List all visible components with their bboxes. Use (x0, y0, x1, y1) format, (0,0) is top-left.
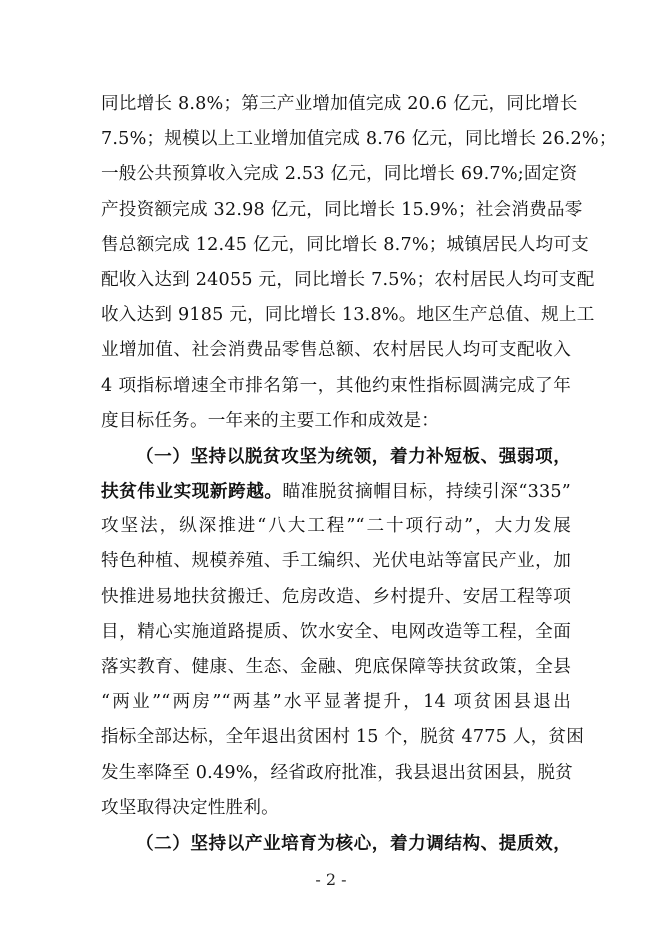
text-line: 4 项指标增速全市排名第一，其他约束性指标圆满完成了年 (101, 375, 571, 396)
text-line: 同比增长 8.8%；第三产业增加值完成 20.6 亿元，同比增长 (101, 94, 578, 114)
text-line: 业增加值、社会消费品零售总额、农村居民人均可支配收入 (101, 340, 571, 361)
text-line: “两业”“两房”“两基”水平显著提升，14 项贫困县退出 (101, 692, 571, 713)
text-line: 指标全部达标，全年退出贫困村 15 个，脱贫 4775 人，贫困 (101, 727, 584, 748)
text-span: 瞄准脱贫摘帽目标，持续引深“335” (282, 482, 572, 503)
section-heading: （二）坚持以产业培育为核心，着力调结构、提质效， (136, 832, 571, 854)
text-line: 度目标任务。一年来的主要工作和成效是： (101, 410, 440, 431)
document-body (101, 87, 617, 861)
section-heading: （一）坚持以脱贫攻坚为统领，着力补短板、强弱项， (136, 445, 571, 467)
text-line: 售总额完成 12.45 亿元，同比增长 8.7%；城镇居民人均可支 (101, 234, 589, 255)
text-line: 攻坚法，纵深推进“八大工程”“二十项行动”，大力发展 (101, 516, 571, 537)
text-line: 收入达到 9185 元，同比增长 13.8%。地区生产总值、规上工 (101, 305, 595, 326)
section-industry-cultivation (101, 826, 571, 861)
text-line: 7.5%；规模以上工业增加值完成 8.76 亿元，同比增长 26.2%； (101, 129, 617, 150)
text-line: 攻坚取得决定性胜利。 (101, 797, 279, 818)
paragraph-economic-indicators (101, 87, 617, 439)
text-line: 特色种植、规模养殖、手工编织、光伏电站等富民产业，加 (101, 551, 571, 572)
section-poverty-alleviation (101, 439, 584, 826)
page-number: - 2 - (315, 870, 347, 889)
text-line: 快推进易地扶贫搬迁、危房改造、乡村提升、安居工程等项 (101, 586, 571, 607)
section-heading-continued: 扶贫伟业实现新跨越。 (101, 481, 283, 503)
text-line: 产投资额完成 32.98 亿元，同比增长 15.9%；社会消费品零 (101, 199, 583, 220)
text-line: 配收入达到 24055 元，同比增长 7.5%；农村居民人均可支配 (101, 269, 595, 290)
text-line (101, 474, 571, 509)
text-line: 落实教育、健康、生态、金融、兜底保障等扶贫政策，全县 (101, 657, 571, 677)
text-line: 一般公共预算收入完成 2.53 亿元，同比增长 69.7%;固定资 (101, 164, 578, 185)
text-line: 目，精心实施道路提质、饮水安全、电网改造等工程，全面 (101, 621, 571, 642)
text-line: 发生率降至 0.49%，经省政府批准，我县退出贫困县，脱贫 (101, 762, 573, 783)
